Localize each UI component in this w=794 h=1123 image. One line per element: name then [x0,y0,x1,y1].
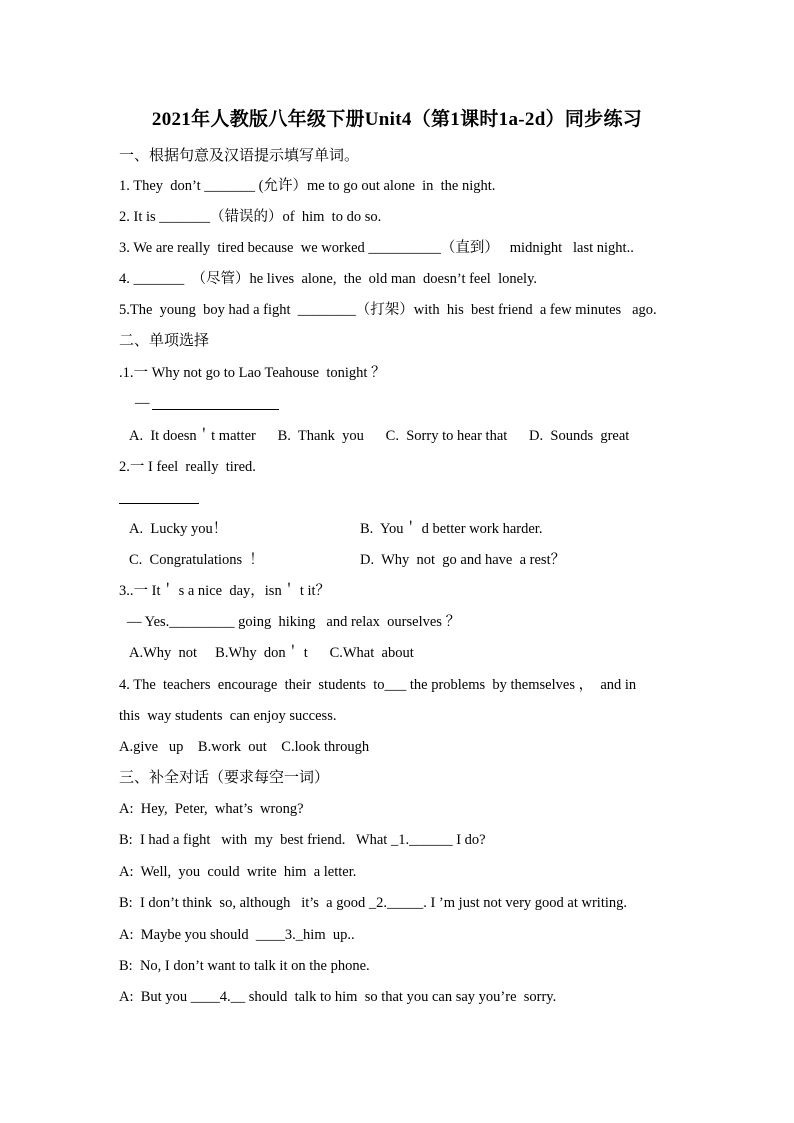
choice-q3-options: A.Why not B.Why don＇ t C.What about [129,645,414,661]
choice-q2-stem: 2.一 I feel really tired. [119,459,256,475]
fill-in-item-1: 1. They don’t _______ (允许）me to go out alone in the night. [119,178,496,194]
dialogue-line: A: But you ____4.__ should talk to him so that you can say you’re sorry. [119,989,557,1005]
fill-in-item-3: 3. We are really tired because we worked __________（直到） midnight last night.. [119,240,634,256]
dialogue-line: B: I had a fight with my best friend. What _1.______ I do? [119,832,486,848]
choice-q2-option-b: B. You＇ d better work harder. [360,521,543,537]
fill-in-item-2: 2. It is _______（错误的）of him to do so. [119,209,382,225]
dialogue-line: B: I don’t think so, although it’s a good _2._____. I ’m just not very good at writing. [119,895,628,911]
dialogue-line: B: No, I don’t want to talk it on the phone. [119,958,370,974]
dialogue-line: A: Well, you could write him a letter. [119,864,357,880]
answer-blank-line [119,503,199,504]
section1-heading: 一、根据句意及汉语提示填写单词。 [119,146,360,164]
choice-q3-answer: — Yes._________ going hiking and relax ourselves ？ [127,614,461,630]
choice-q2-option-d: D. Why not go and have a rest？ [360,552,566,568]
worksheet-title: 2021年人教版八年级下册Unit4（第1课时1a-2d）同步练习 [151,109,643,130]
choice-q2-option-c: C. Congratulations ！ [129,552,264,568]
choice-q1-options: A. It doesn＇t matter B. Thank you C. Sorry to hear that D. Sounds great [129,428,630,444]
choice-q2-option-a: A. Lucky you！ [129,521,228,537]
answer-blank-line [152,409,279,410]
dialogue-line: A: Maybe you should ____3._him up.. [119,927,355,943]
choice-q1-stem: .1.一 Why not go to Lao Teahouse tonight ？ [119,365,386,381]
section2-heading: 二、单项选择 [119,331,210,349]
section3-heading: 三、补全对话（要求每空一词） [119,768,330,786]
dialogue-line: A: Hey, Peter, what’s wrong? [119,801,304,817]
choice-q3-stem: 3..一 It＇ s a nice day，isn＇ t it？ [119,583,331,599]
fill-in-item-4: 4. _______ （尽管）he lives alone, the old man doesn’t feel lonely. [119,271,538,287]
choice-q4-stem-line1: 4. The teachers encourage their students to___ the problems by themselves ， and in [119,677,637,693]
fill-in-item-5: 5.The young boy had a fight ________（打架）with his best friend a few minutes ago. [119,302,657,318]
choice-q4-options: A.give up B.work out C.look through [119,739,370,755]
choice-q4-stem-line2: this way students can enjoy success. [119,708,337,724]
choice-q1-answer-prefix: — [135,395,150,411]
